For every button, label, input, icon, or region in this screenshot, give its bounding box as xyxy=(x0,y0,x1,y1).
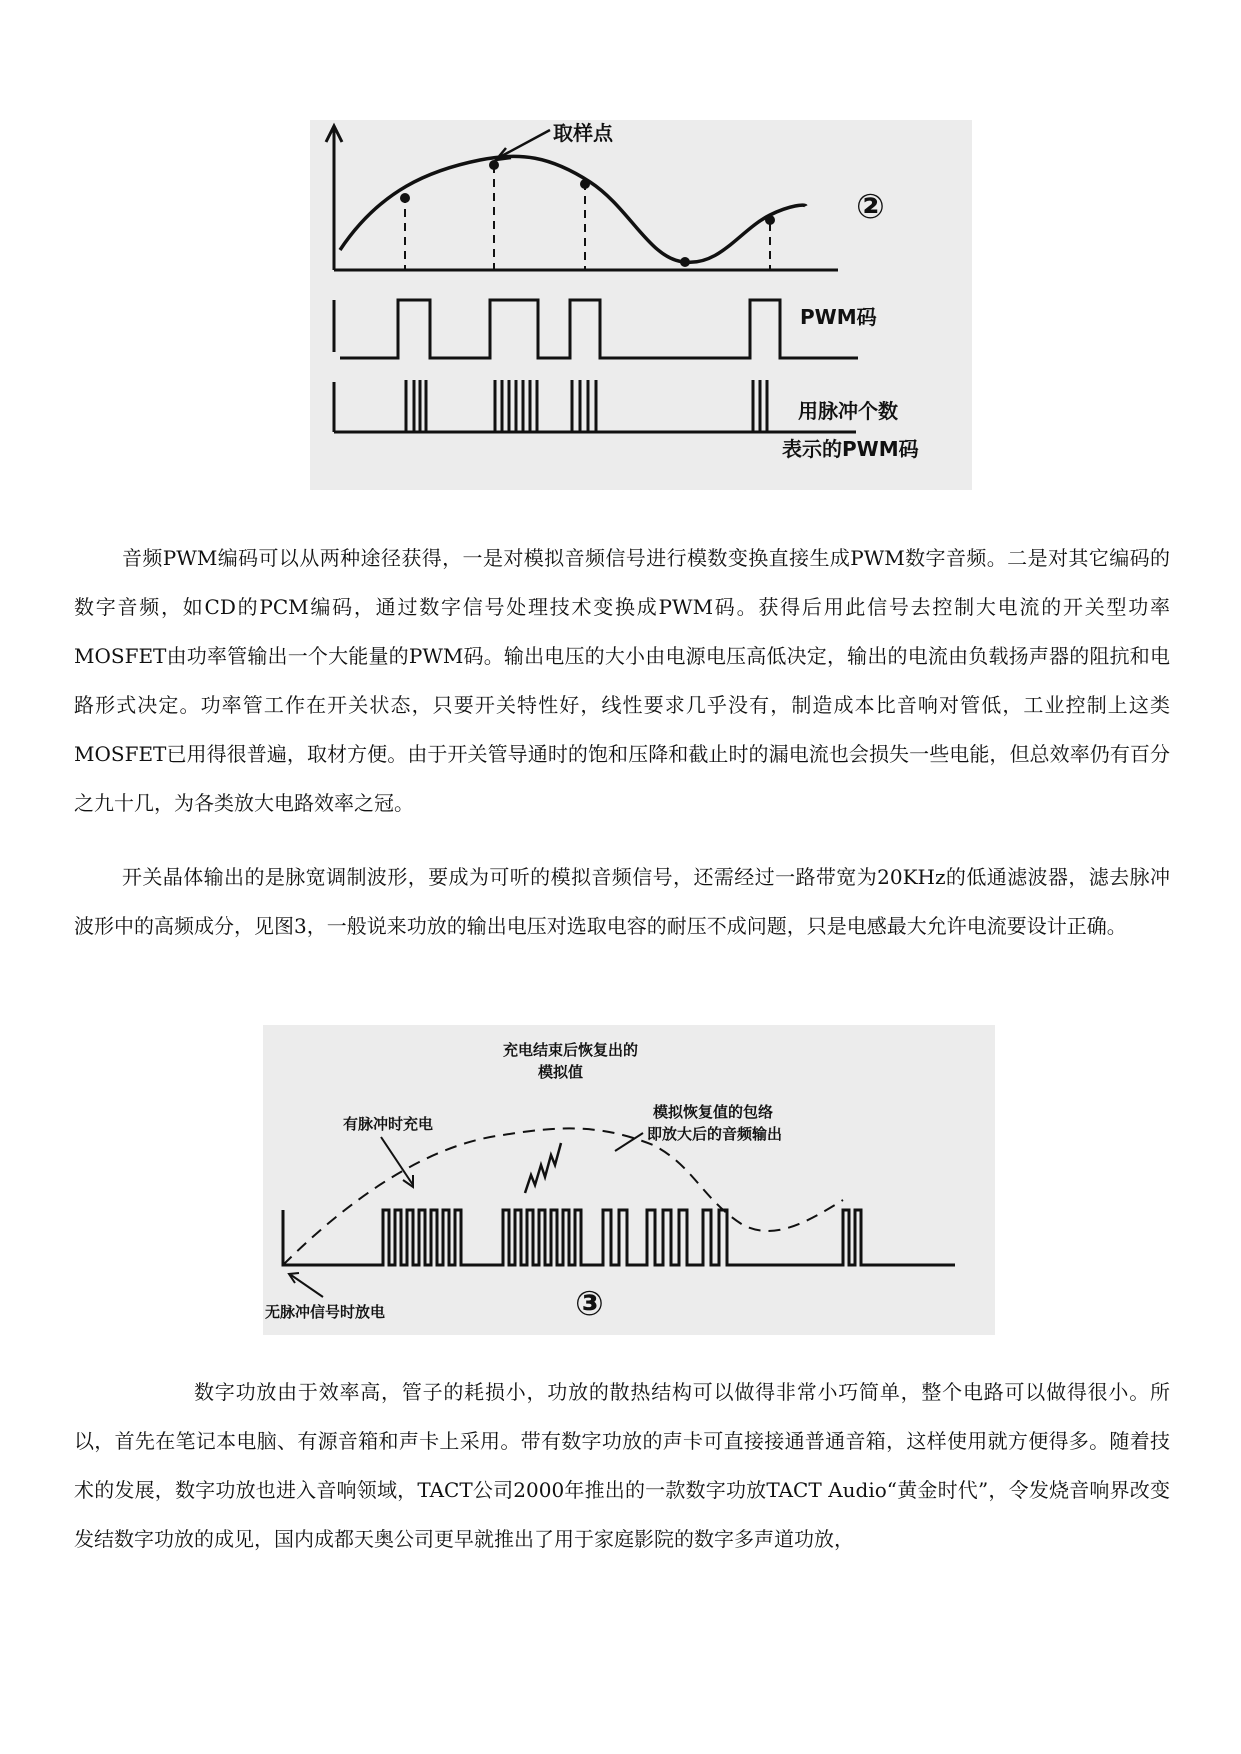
sample-point xyxy=(680,257,690,267)
sample-point xyxy=(489,160,499,170)
figure-pwm-sampling xyxy=(310,120,972,490)
charge-arrow xyxy=(381,1137,413,1185)
pwm-pulse-waveform xyxy=(283,1210,955,1265)
discharge-arrow xyxy=(291,1275,323,1297)
label-pwm-code: PWM码 xyxy=(800,305,877,329)
paragraph-low-pass-filter: 开关晶体输出的是脉宽调制波形，要成为可听的模拟音频信号，还需经过一路带宽为20KHz的低通滤波器，滤去脉冲波形中的高频成分，见图3，一般说来功放的输出电压对选取电容的耐压不成问题，只是电感最大允许电流要设计正确。 xyxy=(74,865,1170,938)
figure-envelope-recovery xyxy=(263,1025,995,1335)
figure-envelope-recovery-drawing xyxy=(263,1025,995,1335)
label-charge: 有脉冲时充电 xyxy=(343,1115,434,1133)
label-sample-point: 取样点 xyxy=(553,121,613,145)
label-pulse-count-2: 表示的PWM码 xyxy=(782,437,919,461)
paragraph-digital-amplifier: 数字功放由于效率高，管子的耗损小，功放的散热结构可以做得非常小巧简单，整个电路可以做得很小。所以，首先在笔记本电脑、有源音箱和声卡上采用。带有数字功放的声卡可直接接通普通音箱，这样使用就方便得多。随着技术的发展，数字功放也进入音响领域，TACT公司2000年推出的一款数字功放TACT Audio“黄金时代”，令发烧音响界改变发结数字功放的成见，国内成都天奥公司更早就推出了用于家庭影院的数字多声道功放， xyxy=(74,1380,1170,1551)
sample-point xyxy=(765,215,775,225)
label-discharge: 无脉冲信号时放电 xyxy=(265,1303,386,1321)
label-pulse-count: 用脉冲个数 xyxy=(798,399,898,423)
paragraph-pwm-encoding: 音频PWM编码可以从两种途径获得，一是对模拟音频信号进行模数变换直接生成PWM数字音频。二是对其它编码的数字音频，如CD的PCM编码，通过数字信号处理技术变换成PWM码。获得后用此信号去控制大电流的开关型功率MOSFET由功率管输出一个大能量的PWM码。输出电压的大小由电源电压高低决定，输出的电流由负载扬声器的阻抗和电路形式决定。功率管工作在开关状态，只要开关特性好，线性要求几乎没有，制造成本比音响对管低，工业控制上这类MOSFET已用得很普遍，取材方便。由于开关管导通时的饱和压降和截止时的漏电流也会损失一些电能，但总效率仍有百分之九十几，为各类放大电路效率之冠。 xyxy=(74,546,1170,815)
sample-arrow xyxy=(498,130,550,158)
label-envelope-2: 即放大后的音频输出 xyxy=(647,1125,783,1143)
pulse-train xyxy=(406,380,767,432)
sample-point xyxy=(580,179,590,189)
figure2-number: ③ xyxy=(575,1284,604,1324)
label-recovered-value: 充电结束后恢复出的 xyxy=(503,1041,639,1059)
figure-pwm-sampling-drawing xyxy=(310,120,972,490)
recovered-value-zigzag xyxy=(525,1143,561,1193)
pwm-waveform xyxy=(334,300,858,358)
label-envelope: 模拟恢复值的包络 xyxy=(653,1103,774,1121)
sample-point xyxy=(400,193,410,203)
analog-waveform xyxy=(340,156,806,262)
figure1-number: ② xyxy=(856,187,885,227)
label-recovered-value-2: 模拟值 xyxy=(538,1063,584,1081)
